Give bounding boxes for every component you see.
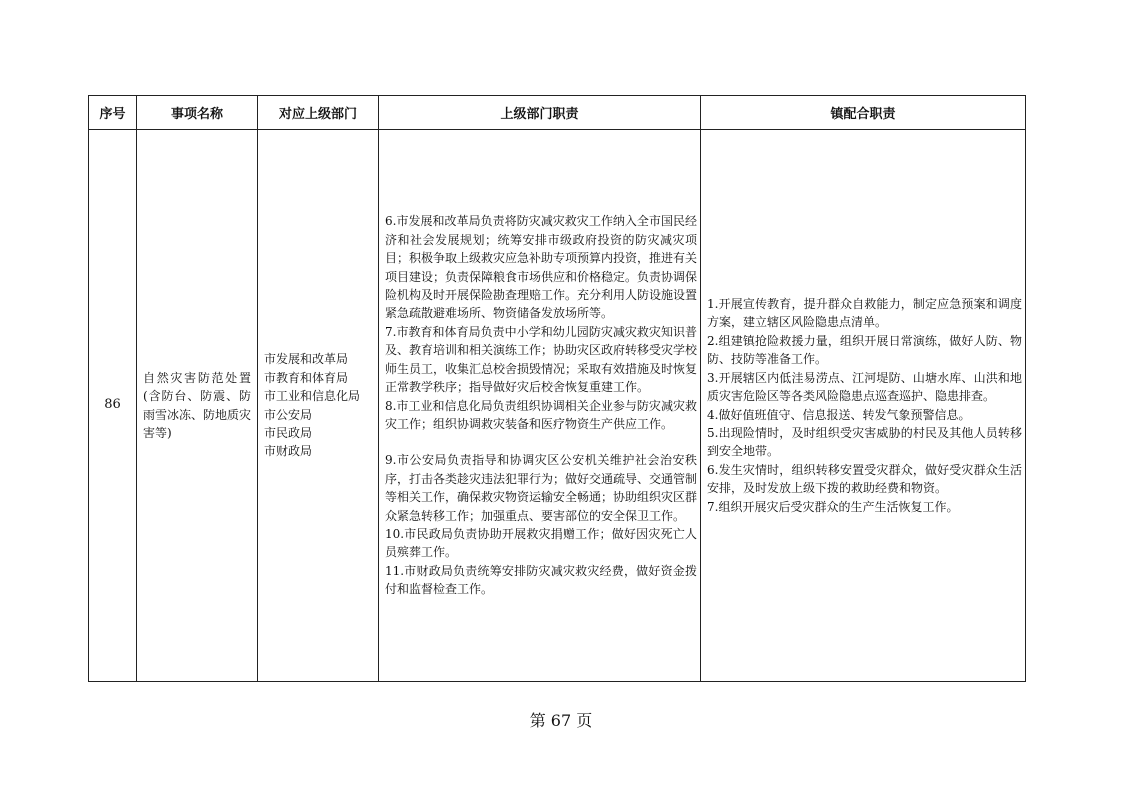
upper-duty-item: 9.市公安局负责指导和协调灾区公安机关维护社会治安秩序，打击各类趁灾违法犯罪行为；做好交通疏导、交通管制等相关工作，确保救灾物资运输安全畅通；协助组织灾区群众紧急转移工作；加强重点、要害部位的安全保卫工作。 xyxy=(385,453,698,523)
town-duty-cell xyxy=(701,130,1026,682)
town-duty-item: 6.发生灾情时，组织转移安置受灾群众，做好受灾群众生活安排，及时发放上级下拨的救助经费和物资。 xyxy=(707,462,1022,496)
upper-duty-cell xyxy=(379,130,701,682)
department-item: 市财政局 xyxy=(264,444,313,459)
department-list xyxy=(258,350,378,460)
upper-duty-item: 10.市民政局负责协助开展救灾捐赠工作；做好因灾死亡人员殡葬工作。 xyxy=(385,526,697,560)
header-upper-duty: 上级部门职责 xyxy=(379,96,701,130)
department-item: 市教育和体育局 xyxy=(264,370,349,385)
item-name-cell xyxy=(137,130,258,682)
town-duty-item: 4.做好值班值守、信息报送、转发气象预警信息。 xyxy=(707,407,971,422)
item-name: 自然灾害防范处置(含防台、防震、防雨雪冰冻、防地质灾害等) xyxy=(143,370,252,440)
upper-duty-item: 8.市工业和信息化局负责组织协调相关企业参与防灾减灾救灾工作；组织协调救灾装备和医疗物资生产供应工作。 xyxy=(385,398,697,431)
blank-line xyxy=(385,433,697,451)
town-duty-item: 7.组织开展灾后受灾群众的生产生活恢复工作。 xyxy=(707,499,959,514)
town-duty-item: 1.开展宣传教育，提升群众自救能力，制定应急预案和调度方案，建立辖区风险隐患点清单。 xyxy=(707,297,1022,330)
upper-duty-item: 7.市教育和体育局负责中小学和幼儿园防灾减灾救灾知识普及、教育培训和相关演练工作；协助灾区政府转移受灾学校师生员工，收集汇总校舍损毁情况；采取有效措施及时恢复正常教学秩序；指导做好灾后校舍恢复重建工作。 xyxy=(385,324,698,395)
page-number: 第 67 页 xyxy=(529,711,593,730)
header-seq: 序号 xyxy=(89,96,137,130)
town-duty-item: 2.组建镇抢险救援力量，组织开展日常演练，做好人防、物防、技防等准备工作。 xyxy=(707,333,1022,367)
town-duty-item: 3.开展辖区内低洼易涝点、江河堤防、山塘水库、山洪和地质灾害危险区等各类风险隐患点巡查巡护、隐患排查。 xyxy=(707,370,1022,404)
upper-duty-item: 11.市财政局负责统筹安排防灾减灾救灾经费，做好资金拨付和监督检查工作。 xyxy=(385,563,697,597)
header-town-duty: 镇配合职责 xyxy=(701,96,1026,130)
duty-table xyxy=(88,95,1026,682)
town-duty-list xyxy=(701,295,1025,516)
upper-duty-list xyxy=(379,212,700,598)
department-cell xyxy=(258,130,379,682)
table-header-row xyxy=(89,96,1026,130)
upper-duty-item: 6.市发展和改革局负责将防灾减灾救灾工作纳入全市国民经济和社会发展规划；统筹安排市级政府投资的防灾减灾项目；积极争取上级救灾应急补助专项预算内投资，推进有关项目建设；负责保障粮食市场供应和价格稳定。负责协调保险机构及时开展保险勘查理赔工作。充分利用人防设施设置紧急疏散避难场所、物资储备发放场所等。 xyxy=(385,214,698,321)
header-department: 对应上级部门 xyxy=(258,96,379,130)
row-number: 86 xyxy=(89,130,137,682)
department-item: 市公安局 xyxy=(264,407,313,422)
table-row xyxy=(89,130,1026,682)
town-duty-item: 5.出现险情时，及时组织受灾害威胁的村民及其他人员转移到安全地带。 xyxy=(707,425,1022,459)
department-item: 市工业和信息化局 xyxy=(264,389,361,404)
department-item: 市发展和改革局 xyxy=(264,352,349,367)
department-item: 市民政局 xyxy=(264,425,313,440)
header-item-name: 事项名称 xyxy=(137,96,258,130)
